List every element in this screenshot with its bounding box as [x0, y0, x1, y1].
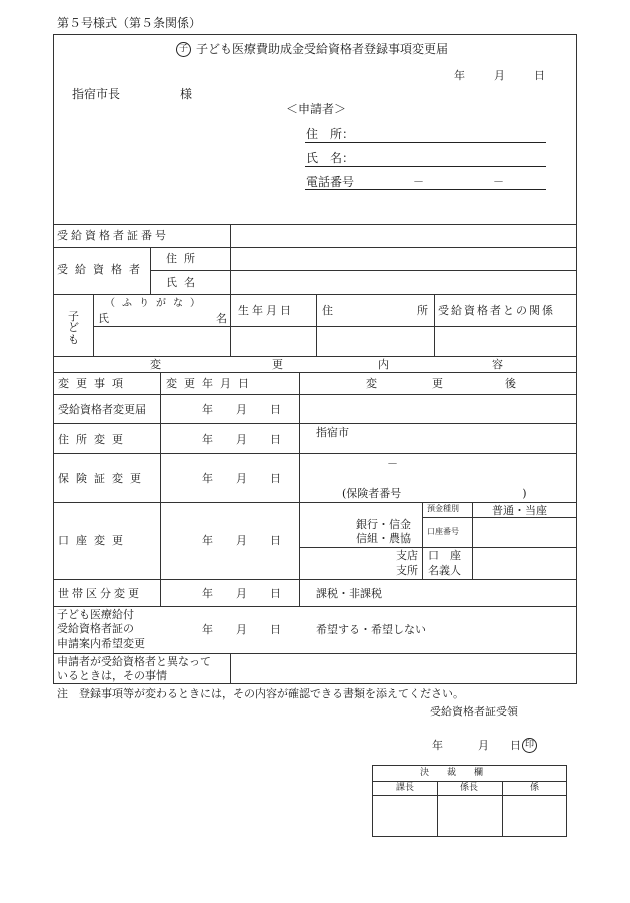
- applicant-name-label: 氏 名：: [306, 151, 355, 165]
- date-year: 年: [202, 472, 213, 485]
- branch-line-1: 支店: [396, 549, 418, 562]
- recipient-label: 受給資格者: [57, 263, 147, 276]
- tax-options[interactable]: 課税・非課税: [316, 587, 382, 600]
- applicant-heading: ＜申請者＞: [286, 102, 347, 116]
- child-name-field[interactable]: [95, 328, 229, 355]
- receipt-label: 受給資格者証受領: [430, 705, 518, 718]
- cert-number-field[interactable]: [232, 226, 576, 246]
- form-number: 第５号様式（第５条関係）: [57, 16, 202, 30]
- account-number-field[interactable]: [474, 519, 576, 546]
- note-text: 注 登録事項等が変わるときには，その内容が確認できる書類を添えてください。: [57, 687, 464, 700]
- approval-stamp-subchief[interactable]: [439, 797, 501, 835]
- account-number-label: 口座番号: [427, 527, 459, 536]
- col-change-item: 変更事項: [58, 377, 130, 390]
- change-heading-1: 変: [150, 358, 161, 371]
- row-household-change: 世帯区分変更: [58, 587, 142, 600]
- row-guide-line-3: 申請案内希望変更: [57, 637, 145, 650]
- reason-field[interactable]: [232, 655, 576, 683]
- change-heading-3: 内: [378, 358, 389, 371]
- date-year: 年: [202, 623, 213, 636]
- child-shi-label: 氏: [98, 312, 109, 325]
- row-account-change: 口座変更: [58, 534, 130, 547]
- date-day: 日: [270, 433, 281, 446]
- form-title: 子ども医療費助成金受給資格者登録事項変更届: [196, 42, 449, 56]
- approval-stamp-chief[interactable]: [374, 797, 436, 835]
- date-month: 月: [236, 534, 247, 547]
- date-month: 月: [236, 403, 247, 416]
- recipient-name-field[interactable]: [232, 272, 576, 293]
- address-after-value: 指宿市: [316, 426, 349, 439]
- row-recipient-change: 受給資格者変更届: [58, 403, 146, 416]
- change-heading-4: 容: [492, 358, 503, 371]
- applicant-address-label: 住 所：: [306, 127, 355, 141]
- approval-col-subchief: 係長: [460, 783, 479, 793]
- phone-dash-1: －: [413, 175, 424, 188]
- col-after-2: 更: [432, 377, 443, 390]
- reason-line-1: 申請者が受給資格者と異なって: [57, 655, 211, 668]
- insurance-number-label: (保険者番号 ): [342, 487, 527, 500]
- row-insurance-change: 保険証変更: [58, 472, 148, 485]
- branch-line-2: 支所: [396, 564, 418, 577]
- title-mark: 子: [176, 42, 191, 57]
- row-guide-line-2: 受給資格者証の: [57, 622, 134, 635]
- date-day: 日: [270, 587, 281, 600]
- date-month: 月: [236, 587, 247, 600]
- child-relation-field[interactable]: [436, 328, 576, 355]
- applicant-phone-line[interactable]: [305, 189, 546, 190]
- receipt-month: 月: [478, 739, 489, 752]
- receipt-year: 年: [432, 739, 443, 752]
- child-address-field[interactable]: [318, 328, 433, 355]
- col-after-1: 変: [366, 377, 377, 390]
- row-address-change: 住所変更: [58, 433, 130, 446]
- row-guide-line-1: 子ども医療給付: [57, 608, 134, 621]
- date-month: 月: [236, 472, 247, 485]
- child-dob-field[interactable]: [232, 328, 315, 355]
- holder-line-1: 口 座: [428, 549, 461, 562]
- date-month: 月: [236, 623, 247, 636]
- holder-line-2: 名義人: [428, 564, 461, 577]
- bank-line-1: 銀行・信金: [356, 518, 411, 531]
- date-day: 日: [270, 403, 281, 416]
- guide-options[interactable]: 希望する・希望しない: [316, 623, 426, 636]
- recipient-name-label: 氏名: [166, 276, 202, 289]
- header-day: 日: [534, 69, 545, 82]
- phone-dash-2: －: [493, 175, 504, 188]
- date-day: 日: [270, 623, 281, 636]
- approval-col-chief: 課長: [396, 783, 415, 793]
- addressee: 指宿市長: [72, 87, 121, 101]
- receipt-day: 日: [510, 739, 521, 752]
- addressee-sama: 様: [180, 87, 193, 101]
- applicant-address-line[interactable]: [305, 142, 546, 143]
- child-address-label-2: 所: [417, 304, 428, 317]
- approval-stamp-staff[interactable]: [504, 797, 566, 835]
- col-after-3: 後: [505, 377, 516, 390]
- child-mei-label: 名: [216, 312, 227, 325]
- header-year: 年: [454, 69, 465, 82]
- child-address-label-1: 住: [322, 304, 333, 317]
- dob-label: 生年月日: [238, 304, 294, 317]
- bank-line-2: 信組・農協: [356, 532, 411, 545]
- reason-line-2: いるときは，その事情: [57, 669, 167, 682]
- recipient-change-after-field[interactable]: [301, 396, 576, 422]
- header-month: 月: [494, 69, 505, 82]
- approval-title: 決 裁 欄: [420, 768, 484, 778]
- child-side-label-2: ども: [68, 321, 79, 346]
- date-day: 日: [270, 534, 281, 547]
- date-year: 年: [202, 534, 213, 547]
- date-day: 日: [270, 472, 281, 485]
- relation-label: 受給資格者との関係: [438, 304, 555, 317]
- applicant-name-line[interactable]: [305, 166, 546, 167]
- deposit-type-label: 預金種別: [427, 504, 459, 513]
- col-change-date: 変更年月日: [166, 377, 256, 390]
- deposit-type-value[interactable]: 普通・当座: [492, 504, 547, 517]
- change-heading-2: 更: [272, 358, 283, 371]
- cert-number-label: 受給資格者証番号: [57, 229, 169, 242]
- date-year: 年: [202, 433, 213, 446]
- date-year: 年: [202, 403, 213, 416]
- applicant-phone-label: 電話番号: [306, 175, 355, 189]
- recipient-address-label: 住所: [166, 252, 202, 265]
- date-year: 年: [202, 587, 213, 600]
- seal-icon: 印: [522, 738, 537, 753]
- insurance-dash: －: [387, 457, 398, 470]
- account-holder-field[interactable]: [474, 549, 576, 578]
- child-side-label-1: 子: [68, 310, 79, 323]
- furigana-label: （ふりがな）: [105, 298, 207, 309]
- recipient-address-field[interactable]: [232, 249, 576, 269]
- approval-col-staff: 係: [530, 783, 540, 793]
- date-month: 月: [236, 433, 247, 446]
